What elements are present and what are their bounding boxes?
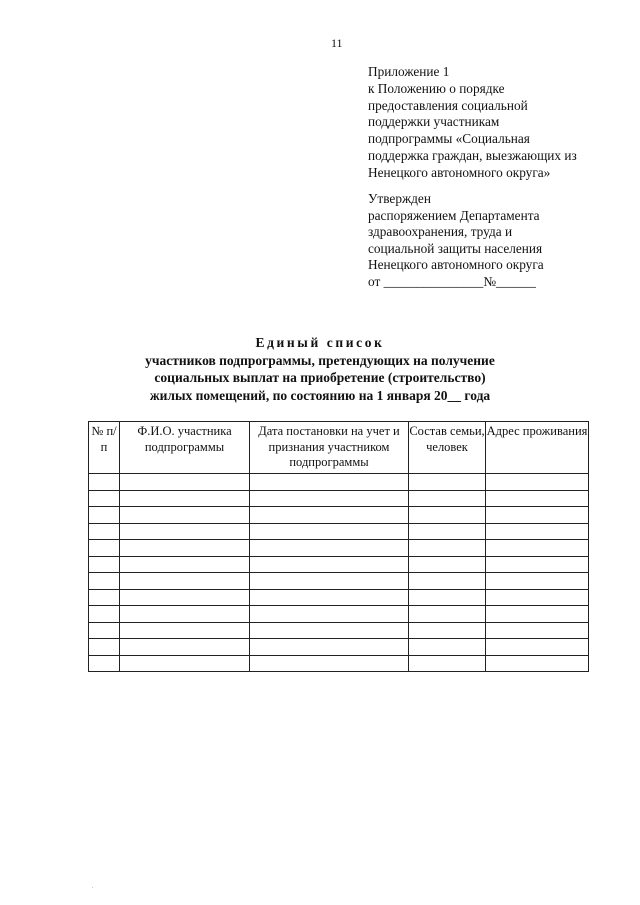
table-cell xyxy=(89,589,120,606)
table-cell xyxy=(89,523,120,540)
appendix-line: Ненецкого автономного округа» xyxy=(368,164,551,180)
table-cell xyxy=(89,507,120,524)
table-row xyxy=(89,540,589,557)
table-cell xyxy=(120,589,250,606)
table-cell xyxy=(120,523,250,540)
appendix-line: поддержки участникам xyxy=(368,114,500,130)
table-header-row xyxy=(89,422,589,474)
approval-line: от _______________№______ xyxy=(368,273,536,289)
appendix-line: поддержка граждан, выезжающих из xyxy=(368,147,577,163)
table-cell xyxy=(409,556,486,573)
table-cell xyxy=(250,507,409,524)
table-row xyxy=(89,474,589,491)
table-cell xyxy=(486,507,589,524)
table-cell xyxy=(486,639,589,656)
table-cell xyxy=(486,606,589,623)
table-cell xyxy=(250,639,409,656)
table-cell xyxy=(486,655,589,672)
table-cell xyxy=(120,474,250,491)
table-cell xyxy=(409,606,486,623)
table-cell xyxy=(120,540,250,557)
table-cell xyxy=(409,490,486,507)
table-row xyxy=(89,639,589,656)
table-row xyxy=(89,556,589,573)
table-cell xyxy=(486,490,589,507)
appendix-line: Приложение 1 xyxy=(368,64,450,79)
appendix-line: подпрограммы «Социальная xyxy=(368,131,530,147)
table-row xyxy=(89,490,589,507)
table-row xyxy=(89,507,589,524)
table-row xyxy=(89,573,589,590)
document-title xyxy=(0,334,640,404)
table-cell xyxy=(120,556,250,573)
table-cell xyxy=(409,622,486,639)
approval-line: социальной защиты населения xyxy=(368,240,543,256)
header-registration-date: Дата постановки на учет и признания участником подпрограммы xyxy=(250,422,409,474)
table-cell xyxy=(250,655,409,672)
table-cell xyxy=(486,573,589,590)
table-row xyxy=(89,622,589,639)
appendix-line: к Положению о порядке xyxy=(368,80,505,96)
table-cell xyxy=(486,589,589,606)
title-line: Единый список xyxy=(255,335,385,350)
table-cell xyxy=(89,474,120,491)
approval-line: распоряжением Департамента xyxy=(368,207,540,223)
table-row xyxy=(89,606,589,623)
header-address: Адрес проживания xyxy=(486,422,589,474)
table-body xyxy=(89,474,589,672)
scan-dot: . xyxy=(92,884,94,890)
table-cell xyxy=(89,556,120,573)
table-cell xyxy=(250,589,409,606)
title-line: социальных выплат на приобретение (строительство) xyxy=(154,370,486,385)
table-cell xyxy=(89,606,120,623)
approval-line: здравоохранения, труда и xyxy=(368,224,513,240)
title-line: участников подпрограммы, претендующих на получение xyxy=(145,352,495,368)
table-cell xyxy=(250,606,409,623)
header-full-name: Ф.И.О. участника подпрограммы xyxy=(120,422,250,474)
table-cell xyxy=(89,622,120,639)
table-cell xyxy=(89,573,120,590)
table-cell xyxy=(409,474,486,491)
table-cell xyxy=(486,540,589,557)
table-cell xyxy=(409,589,486,606)
table-cell xyxy=(409,639,486,656)
appendix-line: предоставления социальной xyxy=(368,97,528,113)
table-cell xyxy=(120,490,250,507)
title-line: жилых помещений, по состоянию на 1 января 20__ года xyxy=(149,387,491,403)
table-cell xyxy=(409,540,486,557)
page-number: 11 xyxy=(331,36,343,50)
approval-block xyxy=(368,191,544,291)
table-cell xyxy=(409,573,486,590)
table-cell xyxy=(250,622,409,639)
header-family-size: Состав семьи, человек xyxy=(409,422,486,474)
table-cell xyxy=(250,490,409,507)
table-cell xyxy=(250,474,409,491)
table-cell xyxy=(409,523,486,540)
table-row xyxy=(89,523,589,540)
table-cell xyxy=(89,639,120,656)
table-cell xyxy=(120,507,250,524)
table-cell xyxy=(120,639,250,656)
table-cell xyxy=(120,622,250,639)
table-cell xyxy=(250,556,409,573)
table-cell xyxy=(250,540,409,557)
table-cell xyxy=(409,507,486,524)
table-row xyxy=(89,589,589,606)
table-cell xyxy=(250,573,409,590)
table-cell xyxy=(486,556,589,573)
table-cell xyxy=(486,523,589,540)
participants-table xyxy=(88,421,589,672)
appendix-note xyxy=(368,64,577,182)
table-cell xyxy=(409,655,486,672)
table-row xyxy=(89,655,589,672)
header-number: № п/п xyxy=(89,422,120,474)
approval-line: Утвержден xyxy=(368,191,431,206)
approval-line: Ненецкого автономного округа xyxy=(368,257,544,273)
table-cell xyxy=(89,540,120,557)
table-cell xyxy=(486,474,589,491)
table-cell xyxy=(120,655,250,672)
table-cell xyxy=(250,523,409,540)
table-cell xyxy=(120,606,250,623)
table-cell xyxy=(89,655,120,672)
table-cell xyxy=(120,573,250,590)
table-cell xyxy=(89,490,120,507)
table-cell xyxy=(486,622,589,639)
